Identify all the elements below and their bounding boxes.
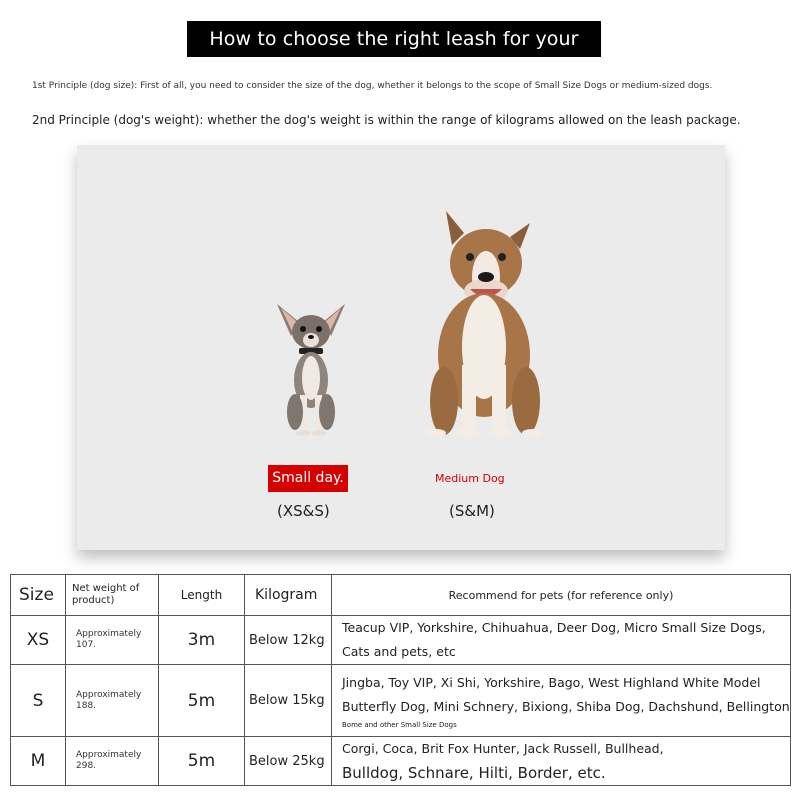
medium-dog-image (422, 205, 547, 440)
row-recommend (332, 737, 791, 786)
recommend-line: Bulldog, Schnare, Hilti, Border, etc. (342, 764, 606, 782)
row-length: 3m (159, 616, 245, 665)
small-dog-label: Small day. (268, 465, 348, 492)
header-recommend: Recommend for pets (for reference only) (332, 575, 791, 616)
medium-dog-label: Medium Dog (435, 472, 505, 485)
recommend-note: Bome and other Small Size Dogs (342, 720, 457, 729)
header-length: Length (159, 575, 245, 616)
row-net-weight: Approximately 188. (66, 665, 159, 737)
header-net-weight: Net weight of product) (66, 575, 159, 616)
page-title: How to choose the right leash for your dog? (187, 21, 601, 57)
recommend-line: Corgi, Coca, Brit Fox Hunter, Jack Russell, Bullhead, (342, 741, 664, 756)
recommend-line: Cats and pets, etc (342, 644, 456, 659)
row-size: M (11, 737, 66, 786)
row-net-weight: Approximately 107. (66, 616, 159, 665)
medium-dog-size-range: (S&M) (449, 502, 495, 520)
recommend-line: Teacup VIP, Yorkshire, Chihuahua, Deer Dog, Micro Small Size Dogs, (342, 620, 766, 635)
row-size: XS (11, 616, 66, 665)
row-recommend (332, 665, 791, 737)
principle-dog-size: 1st Principle (dog size): First of all, you need to consider the size of the dog, whether it belongs to the scope of Small Size Dogs or medium-sized dogs. (32, 81, 713, 91)
header-kilogram: Kilogram (245, 575, 332, 616)
table-header-row (11, 575, 791, 616)
row-length: 5m (159, 737, 245, 786)
recommend-line: Jingba, Toy VIP, Xi Shi, Yorkshire, Bago, West Highland White Model (342, 674, 761, 690)
leash-size-table (10, 574, 791, 786)
row-kilogram: Below 15kg (245, 665, 332, 737)
table-row (11, 616, 791, 665)
principle-dog-weight: 2nd Principle (dog's weight): whether the dog's weight is within the range of kilograms allowed on the leash package. (32, 113, 741, 127)
table-row (11, 737, 791, 786)
row-size: S (11, 665, 66, 737)
header-size: Size (11, 575, 66, 616)
row-length: 5m (159, 665, 245, 737)
small-dog-size-range: (XS&S) (277, 502, 330, 520)
recommend-line: Butterfly Dog, Mini Schnery, Bixiong, Shiba Dog, Dachshund, Bellington (342, 698, 790, 714)
table-row (11, 665, 791, 737)
row-recommend (332, 616, 791, 665)
row-kilogram: Below 12kg (245, 616, 332, 665)
row-kilogram: Below 25kg (245, 737, 332, 786)
row-net-weight: Approximately 298. (66, 737, 159, 786)
small-dog-image (273, 300, 349, 440)
dog-size-comparison-photo (77, 145, 725, 550)
